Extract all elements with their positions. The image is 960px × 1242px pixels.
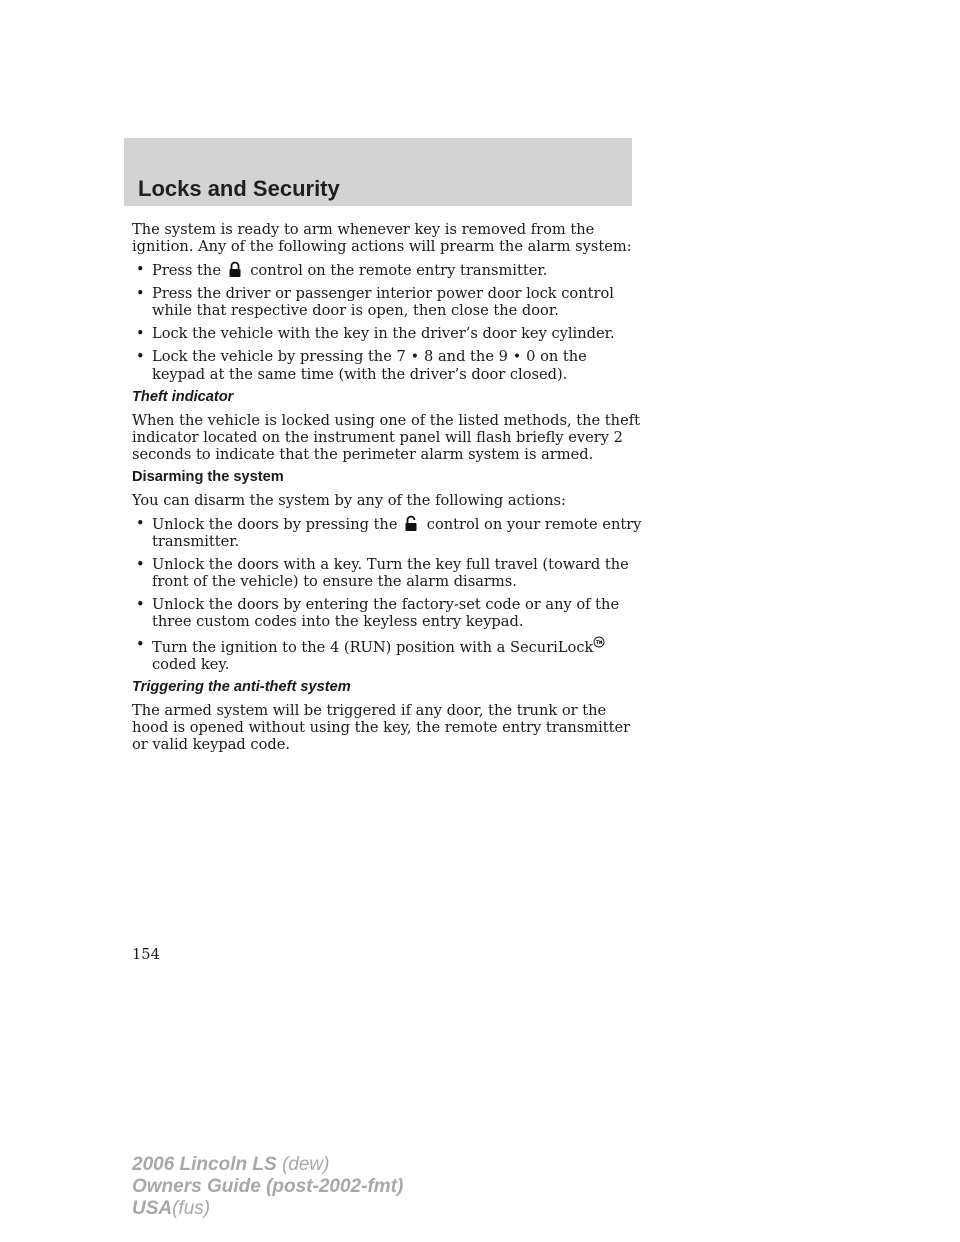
footer-line-2: Owners Guide (post-2002-fmt)	[132, 1176, 404, 1197]
section-title: Locks and Security	[138, 176, 340, 201]
securilock-trademark-icon	[593, 636, 605, 648]
triggering-heading: Triggering the anti-theft system	[132, 679, 351, 695]
page-content	[132, 221, 642, 759]
keypad-dot-icon: •	[410, 349, 420, 365]
intro-paragraph: The system is ready to arm whenever key is removed from the ignition. Any of the following actions will prearm the alarm system:	[132, 221, 632, 255]
section-header-band	[124, 138, 632, 206]
page-number: 154	[132, 946, 160, 963]
footer-line-1: 2006 Lincoln LS (dew)	[132, 1154, 330, 1175]
list-item: • Lock the vehicle by pressing the 7 • 8 and the 9 • 0 on the keypad at the same time (with the driver’s door closed).	[132, 348, 642, 383]
list-item: • Unlock the doors by entering the factory-set code or any of the three custom codes into the keyless entry keypad.	[132, 596, 642, 630]
list-item: • Unlock the doors with a key. Turn the key full travel (toward the front of the vehicle) to ensure the alarm disarms.	[132, 556, 642, 590]
disarming-intro: You can disarm the system by any of the following actions:	[132, 492, 566, 509]
prearm-list	[132, 261, 642, 383]
document-footer	[132, 1154, 403, 1220]
unlock-icon	[403, 515, 419, 532]
list-item: • Press the driver or passenger interior power door lock control while that respective door is open, then close the door.	[132, 285, 642, 319]
list-item: • Turn the ignition to the 4 (RUN) position with a SecuriLockcoded key.	[132, 636, 642, 673]
theft-indicator-heading: Theft indicator	[132, 389, 234, 405]
list-item: • Unlock the doors by pressing the control on your remote entry transmitter.	[132, 515, 642, 550]
keypad-dot-icon: •	[512, 349, 522, 365]
theft-indicator-paragraph: When the vehicle is locked using one of the listed methods, the theft indicator located on the instrument panel will flash briefly every 2 seconds to indicate that the perimeter alarm system is armed.	[132, 412, 640, 463]
disarm-list	[132, 515, 642, 673]
triggering-paragraph: The armed system will be triggered if any door, the trunk or the hood is opened without using the key, the remote entry transmitter or valid keypad code.	[132, 702, 631, 753]
footer-line-3: USA(fus)	[132, 1198, 211, 1219]
disarming-heading: Disarming the system	[132, 469, 284, 485]
list-item: • Lock the vehicle with the key in the driver’s door key cylinder.	[132, 325, 642, 342]
lock-icon	[227, 261, 243, 278]
list-item: • Press the control on the remote entry transmitter.	[132, 261, 642, 279]
